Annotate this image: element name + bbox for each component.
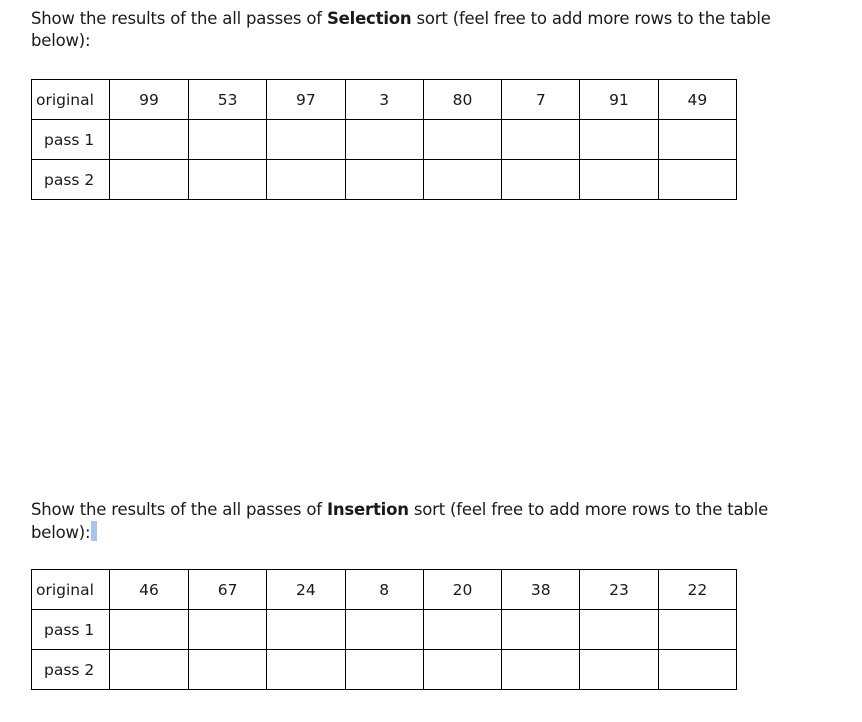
table-row-pass-1: [32, 120, 737, 160]
empty-answer-cell[interactable]: [267, 160, 345, 200]
table-row-original: [32, 570, 737, 610]
empty-answer-cell[interactable]: [580, 120, 658, 160]
empty-answer-cell[interactable]: [110, 650, 189, 690]
empty-answer-cell[interactable]: [502, 610, 580, 650]
insertion-sort-table: [31, 569, 737, 690]
empty-answer-cell[interactable]: [110, 120, 189, 160]
original-value-cell: 80: [423, 80, 501, 120]
insertion-instruction-post: sort (feel free to add more rows to the table below):: [31, 500, 769, 542]
insertion-sort-section: [31, 499, 831, 679]
original-value-cell: 8: [345, 570, 423, 610]
original-value-cell: 67: [189, 570, 267, 610]
empty-answer-cell[interactable]: [267, 120, 345, 160]
insertion-instruction: [31, 499, 831, 544]
empty-answer-cell[interactable]: [658, 610, 736, 650]
empty-answer-cell[interactable]: [110, 610, 189, 650]
row-label-pass-2: pass 2: [32, 160, 110, 200]
table-row-pass-2: [32, 160, 737, 200]
empty-answer-cell[interactable]: [502, 650, 580, 690]
empty-answer-cell[interactable]: [189, 610, 267, 650]
original-value-cell: 49: [658, 80, 736, 120]
original-value-cell: 53: [189, 80, 267, 120]
empty-answer-cell[interactable]: [580, 160, 658, 200]
empty-answer-cell[interactable]: [502, 120, 580, 160]
empty-answer-cell[interactable]: [580, 610, 658, 650]
empty-answer-cell[interactable]: [423, 120, 501, 160]
empty-answer-cell[interactable]: [345, 650, 423, 690]
selection-sort-table: [31, 79, 737, 200]
original-value-cell: 20: [423, 570, 501, 610]
insertion-instruction-pre: Show the results of the all passes of: [31, 500, 327, 519]
original-value-cell: 22: [658, 570, 736, 610]
empty-answer-cell[interactable]: [580, 650, 658, 690]
empty-answer-cell[interactable]: [345, 160, 423, 200]
text-cursor: [91, 521, 97, 541]
original-value-cell: 3: [345, 80, 423, 120]
selection-instruction: [31, 8, 831, 52]
original-value-cell: 46: [110, 570, 189, 610]
insertion-keyword: Insertion: [326, 500, 409, 519]
selection-keyword: Selection: [326, 9, 412, 28]
empty-answer-cell[interactable]: [658, 650, 736, 690]
selection-sort-section: [31, 8, 831, 189]
original-value-cell: 97: [267, 80, 345, 120]
empty-answer-cell[interactable]: [345, 610, 423, 650]
empty-answer-cell[interactable]: [267, 650, 345, 690]
empty-answer-cell[interactable]: [658, 160, 736, 200]
empty-answer-cell[interactable]: [189, 160, 267, 200]
row-label-pass-1: pass 1: [32, 610, 110, 650]
table-row-pass-1: [32, 610, 737, 650]
original-value-cell: 23: [580, 570, 658, 610]
empty-answer-cell[interactable]: [423, 650, 501, 690]
empty-answer-cell[interactable]: [423, 610, 501, 650]
table-row-pass-2: [32, 650, 737, 690]
selection-instruction-pre: Show the results of the all passes of: [31, 9, 327, 28]
original-value-cell: 24: [267, 570, 345, 610]
empty-answer-cell[interactable]: [345, 120, 423, 160]
empty-answer-cell[interactable]: [110, 160, 189, 200]
row-label-pass-1: pass 1: [32, 120, 110, 160]
original-value-cell: 7: [502, 80, 580, 120]
table-row-original: [32, 80, 737, 120]
row-label-original: original: [32, 80, 110, 120]
empty-answer-cell[interactable]: [189, 120, 267, 160]
row-label-original: original: [32, 570, 110, 610]
empty-answer-cell[interactable]: [423, 160, 501, 200]
row-label-pass-2: pass 2: [32, 650, 110, 690]
empty-answer-cell[interactable]: [189, 650, 267, 690]
original-value-cell: 91: [580, 80, 658, 120]
empty-answer-cell[interactable]: [658, 120, 736, 160]
empty-answer-cell[interactable]: [267, 610, 345, 650]
original-value-cell: 38: [502, 570, 580, 610]
original-value-cell: 99: [110, 80, 189, 120]
empty-answer-cell[interactable]: [502, 160, 580, 200]
selection-instruction-post: sort (feel free to add more rows to the table below):: [31, 9, 771, 50]
